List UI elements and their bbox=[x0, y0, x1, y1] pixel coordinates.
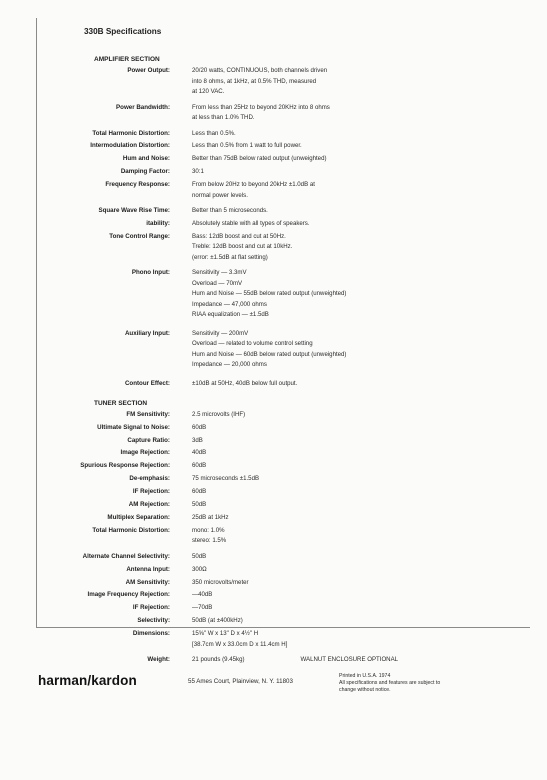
spec-row bbox=[0, 154, 547, 165]
harman-kardon-logo: harman/kardon bbox=[38, 673, 137, 688]
spec-value-line: From less than 25Hz to beyond 20KHz into 8 ohms bbox=[192, 103, 330, 111]
spec-value-line: [38.7cm W x 33.0cm D x 11.4cm H] bbox=[192, 640, 288, 648]
spec-value bbox=[192, 329, 532, 371]
spec-value bbox=[192, 655, 532, 666]
spec-row bbox=[0, 423, 547, 434]
spec-label: Tone Control Range: bbox=[109, 232, 170, 240]
spec-value-line: at 120 VAC. bbox=[192, 88, 225, 95]
spec-value-line: Hum and Noise — 55dB below rated output (unweighted) bbox=[192, 290, 347, 298]
spec-value-line: 2.5 microvolts (IHF) bbox=[192, 410, 246, 418]
spec-row bbox=[0, 526, 547, 547]
spec-row bbox=[0, 487, 547, 498]
spec-value bbox=[192, 616, 532, 627]
footer-note bbox=[339, 673, 440, 694]
spec-label: Antenna Input: bbox=[126, 565, 170, 573]
spec-value-line: 60dB bbox=[192, 423, 207, 431]
spec-value bbox=[192, 552, 532, 563]
spec-row bbox=[0, 232, 547, 264]
spec-value-line: Overload — related to volume control setting bbox=[192, 340, 313, 348]
spec-row bbox=[0, 461, 547, 472]
tuner-section-heading: TUNER SECTION bbox=[94, 399, 148, 407]
spec-value bbox=[192, 129, 532, 140]
spec-value-line: Treble: 12dB boost and cut at 10kHz. bbox=[192, 243, 293, 251]
spec-row bbox=[0, 590, 547, 601]
amplifier-section-heading: AMPLIFIER SECTION bbox=[94, 56, 160, 63]
spec-row bbox=[0, 219, 547, 230]
spec-value-line: 3dB bbox=[192, 436, 203, 444]
spec-label: Multiplex Separation: bbox=[107, 513, 170, 521]
spec-value bbox=[192, 268, 532, 321]
spec-value-line: Impedance — 47,000 ohms bbox=[192, 300, 267, 308]
spec-value-line: mono: 1.0% bbox=[192, 526, 225, 534]
spec-value-line: Overload — 70mV bbox=[192, 279, 243, 287]
spec-label: Auxiliary Input: bbox=[124, 329, 170, 337]
spec-value-line: From below 20Hz to beyond 20kHz ±1.0dB at bbox=[192, 181, 315, 189]
spec-label: De-emphasis: bbox=[129, 475, 170, 483]
spec-row bbox=[0, 141, 547, 152]
spec-value-line: Less than 0.5% from 1 watt to full power. bbox=[192, 142, 302, 150]
spec-label: Phono Input: bbox=[131, 269, 170, 277]
spec-value-line: 60dB bbox=[192, 488, 207, 496]
spec-row bbox=[0, 66, 547, 98]
spec-label: Total Harmonic Distortion: bbox=[92, 129, 170, 137]
heading-indent bbox=[0, 53, 94, 66]
spec-row bbox=[0, 552, 547, 563]
spec-label: IF Rejection: bbox=[132, 604, 170, 612]
spec-value bbox=[192, 603, 532, 614]
spec-row bbox=[0, 448, 547, 459]
spec-value bbox=[192, 219, 532, 230]
spec-value-line: 50dB bbox=[192, 500, 207, 508]
spec-row bbox=[0, 129, 547, 140]
spec-value bbox=[192, 423, 532, 434]
spec-value-line: 15⅝" W x 13" D x 4½" H bbox=[192, 630, 259, 638]
spec-value bbox=[192, 500, 532, 511]
spec-label: Hum and Noise: bbox=[122, 155, 170, 163]
spec-value-line: at less than 1.0% THD. bbox=[192, 114, 255, 121]
spec-value bbox=[192, 590, 532, 601]
spec-value bbox=[192, 206, 532, 217]
spec-value-line: 40dB bbox=[192, 449, 207, 457]
spec-value-line: Better than 5 microseconds. bbox=[192, 207, 268, 215]
spec-value bbox=[192, 410, 532, 421]
spec-value-line: Better than 75dB below rated output (unweighted) bbox=[192, 155, 327, 163]
spec-value bbox=[192, 578, 532, 589]
spec-label: AM Sensitivity: bbox=[125, 578, 170, 586]
spec-value-line: Impedance — 20,000 ohms bbox=[192, 361, 267, 369]
spec-value-line: 60dB bbox=[192, 462, 207, 470]
spec-row bbox=[0, 603, 547, 614]
spec-value-line: 75 microseconds ±1.5dB bbox=[192, 475, 260, 483]
spec-value-line: —70dB bbox=[192, 604, 213, 612]
spec-label: Square Wave Rise Time: bbox=[98, 207, 170, 215]
spec-value-line: into 8 ohms, at 1kHz, at 0.5% THD, measured bbox=[192, 77, 317, 85]
spec-title: 330B Specifications bbox=[84, 27, 162, 36]
footer-address: 55 Ames Court, Plainview, N. Y. 11803 bbox=[188, 678, 293, 685]
spec-value-line: —40dB bbox=[192, 591, 213, 599]
spec-row bbox=[0, 180, 547, 201]
spec-value bbox=[192, 629, 532, 650]
spec-label: Frequency Response: bbox=[105, 181, 170, 189]
spec-extra-note: WALNUT ENCLOSURE OPTIONAL bbox=[300, 656, 399, 664]
spec-row bbox=[0, 616, 547, 627]
spec-value bbox=[192, 232, 532, 264]
spec-label: Spurious Response Rejection: bbox=[80, 462, 170, 470]
spec-label: Capture Ratio: bbox=[127, 436, 170, 444]
spec-label: itability: bbox=[146, 219, 170, 227]
spec-label: FM Sensitivity: bbox=[126, 410, 170, 418]
spec-value bbox=[192, 66, 532, 98]
spec-label: Dimensions: bbox=[132, 630, 170, 638]
heading-indent bbox=[0, 397, 94, 410]
spec-value-line: (error: ±1.5dB at flat setting) bbox=[192, 253, 268, 261]
spec-row bbox=[0, 578, 547, 589]
spec-value bbox=[192, 513, 532, 524]
spec-row bbox=[0, 436, 547, 447]
spec-row bbox=[0, 379, 547, 390]
spec-label: Power Bandwidth: bbox=[116, 103, 170, 111]
notice-line-2: change without notice. bbox=[339, 687, 391, 693]
spec-value bbox=[192, 167, 532, 178]
spec-row bbox=[0, 329, 547, 371]
spec-value-line: 20/20 watts, CONTINUOUS, both channels driven bbox=[192, 67, 328, 74]
spec-row bbox=[0, 655, 547, 666]
spec-value-line: 50dB bbox=[192, 552, 207, 560]
spec-value bbox=[192, 436, 532, 447]
spec-row bbox=[0, 629, 547, 650]
spec-value-line: Sensitivity — 200mV bbox=[192, 329, 249, 337]
spec-value-line: normal power levels. bbox=[192, 191, 248, 199]
spec-row bbox=[0, 268, 547, 321]
spec-label: Image Frequency Rejection: bbox=[87, 591, 170, 599]
tuner-section-heading-row bbox=[0, 397, 547, 410]
spec-row bbox=[0, 500, 547, 511]
spec-label: IF Rejection: bbox=[132, 488, 170, 496]
notice-line-1: All specifications and features are subject to bbox=[339, 680, 441, 686]
spec-value-line: Hum and Noise — 60dB below rated output (unweighted) bbox=[192, 350, 347, 358]
spec-value-line: 30:1 bbox=[192, 168, 204, 176]
spec-value-line: Absolutely stable with all types of speakers. bbox=[192, 219, 310, 227]
spec-label: Total Harmonic Distortion: bbox=[92, 526, 170, 534]
amplifier-section-heading-row bbox=[0, 53, 547, 66]
spec-rows bbox=[0, 53, 547, 668]
spec-value-line: 50dB (at ±400kHz) bbox=[192, 617, 243, 625]
spec-value-line: 21 pounds (9.45kg) bbox=[192, 656, 245, 664]
spec-value bbox=[192, 474, 532, 485]
spec-value bbox=[192, 103, 532, 124]
spec-value-line: Less than 0.5%. bbox=[192, 129, 236, 137]
spec-label: Alternate Channel Selectivity: bbox=[82, 552, 170, 560]
spec-value-line: Bass: 12dB boost and cut at 50Hz. bbox=[192, 232, 286, 240]
row-gap bbox=[0, 666, 547, 668]
spec-label: Power Output: bbox=[127, 67, 170, 74]
spec-row bbox=[0, 103, 547, 124]
spec-value bbox=[192, 461, 532, 472]
spec-label: Ultimate Signal to Noise: bbox=[97, 423, 170, 431]
printed-line: Printed in U.S.A. 1974 bbox=[339, 673, 391, 679]
spec-label: Damping Factor: bbox=[120, 168, 170, 176]
spec-label: Contour Effect: bbox=[124, 379, 170, 387]
spec-value-line: RIAA equalization — ±1.5dB bbox=[192, 311, 269, 319]
spec-value bbox=[192, 379, 532, 390]
spec-row bbox=[0, 410, 547, 421]
spec-row bbox=[0, 206, 547, 217]
spec-label: Intermodulation Distortion: bbox=[90, 142, 170, 150]
spec-value bbox=[192, 141, 532, 152]
spec-value-line: 300Ω bbox=[192, 565, 207, 573]
spec-value bbox=[192, 154, 532, 165]
spec-value-line: ±10dB at 50Hz, 40dB below full output. bbox=[192, 379, 298, 387]
row-gap bbox=[0, 371, 547, 379]
row-gap bbox=[0, 321, 547, 329]
spec-value bbox=[192, 487, 532, 498]
spec-value-line: 25dB at 1kHz bbox=[192, 513, 229, 521]
spec-value-line: 350 microvolts/meter bbox=[192, 578, 249, 586]
spec-label: Weight: bbox=[147, 656, 170, 664]
spec-label: Selectivity: bbox=[137, 617, 170, 625]
spec-value bbox=[192, 565, 532, 576]
spec-value bbox=[192, 526, 532, 547]
spec-value bbox=[192, 180, 532, 201]
spec-row bbox=[0, 474, 547, 485]
spec-label: AM Rejection: bbox=[128, 500, 170, 508]
spec-value bbox=[192, 448, 532, 459]
spec-row bbox=[0, 513, 547, 524]
spec-row bbox=[0, 167, 547, 178]
spec-row bbox=[0, 565, 547, 576]
spec-value-line: Sensitivity — 3.3mV bbox=[192, 269, 247, 277]
spec-value-line: stereo: 1.5% bbox=[192, 537, 227, 545]
spec-label: Image Rejection: bbox=[120, 449, 170, 457]
